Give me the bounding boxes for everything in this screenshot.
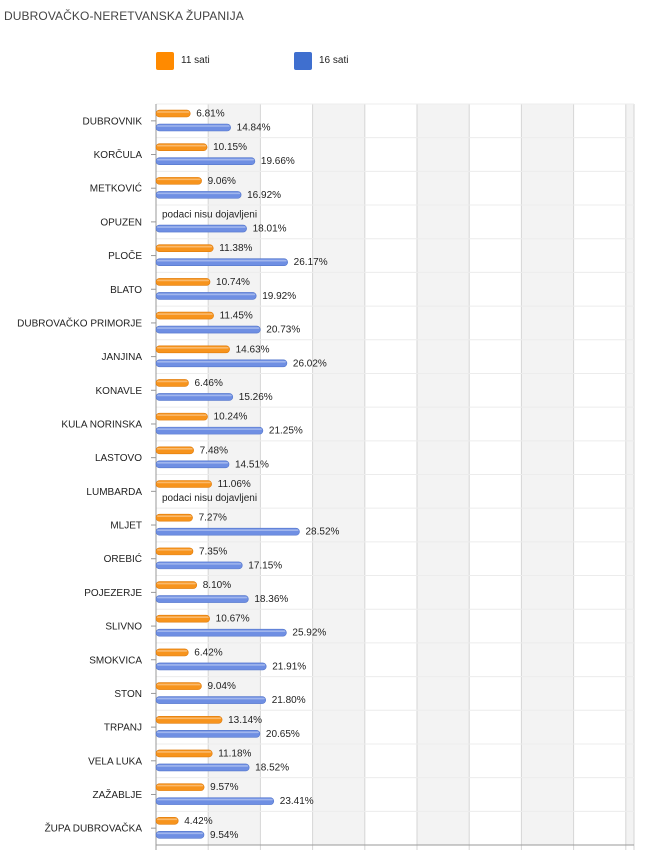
category-label: METKOVIĆ [89, 183, 142, 195]
category-label: JANJINA [101, 352, 142, 364]
bar-11-sati [156, 649, 188, 656]
category-label: OREBIĆ [103, 554, 142, 566]
bar-highlight [157, 583, 196, 585]
category-label: ŽUPA DUBROVAČKA [44, 823, 142, 835]
bar-11-sati [156, 750, 212, 757]
bar-16-sati [156, 528, 300, 535]
bar-highlight [157, 785, 203, 787]
legend-label: 11 sati [181, 55, 210, 66]
data-label-16-sati: 18.52% [255, 762, 290, 774]
bar-16-sati [156, 292, 256, 299]
data-label-11-sati: 10.67% [215, 613, 250, 625]
data-label-16-sati: 18.36% [254, 594, 289, 606]
bar-16-sati [156, 596, 248, 603]
bar-highlight [157, 650, 187, 652]
data-label-11-sati: 8.10% [202, 580, 232, 592]
data-label-11-sati: 9.57% [210, 782, 239, 794]
bar-highlight [157, 529, 299, 531]
bar-16-sati [156, 225, 247, 232]
bar-16-sati [156, 730, 260, 737]
data-label-11-sati: podaci nisu dojavljeni [162, 209, 258, 221]
data-label-16-sati: 25.92% [292, 627, 327, 639]
bar-highlight [157, 482, 211, 484]
bar-highlight [157, 833, 203, 835]
bar-16-sati [156, 798, 274, 805]
bar-highlight [157, 193, 240, 195]
bar-highlight [157, 616, 209, 618]
category-label: POJEZERJE [84, 587, 142, 599]
bar-highlight [157, 179, 201, 181]
bar-highlight [157, 799, 273, 801]
bar-11-sati [156, 144, 207, 151]
bar-11-sati [156, 548, 193, 555]
bar-highlight [157, 428, 262, 430]
category-label: LASTOVO [94, 453, 142, 465]
data-label-11-sati: 6.81% [196, 108, 225, 120]
bar-highlight [157, 347, 229, 349]
data-label-11-sati: 11.18% [218, 748, 252, 760]
data-label-11-sati: 4.42% [184, 815, 213, 827]
bar-highlight [157, 549, 192, 551]
category-label: DUBROVNIK [82, 116, 142, 128]
bar-highlight [157, 698, 265, 700]
bar-highlight [157, 414, 207, 416]
data-label-11-sati: 9.04% [207, 681, 236, 693]
data-label-11-sati: 13.14% [228, 714, 263, 726]
bar-highlight [157, 751, 211, 753]
bar-highlight [157, 630, 285, 632]
bar-highlight [157, 327, 259, 329]
bar-11-sati [156, 447, 194, 454]
bar-11-sati [156, 514, 193, 521]
data-label-11-sati: 10.74% [216, 276, 250, 288]
category-label: STON [114, 688, 142, 700]
bar-11-sati [156, 615, 210, 622]
bar-highlight [157, 717, 221, 719]
bar-highlight [157, 395, 232, 397]
bar-highlight [157, 664, 265, 666]
data-label-16-sati: 23.41% [279, 796, 314, 808]
data-label-16-sati: 21.91% [272, 661, 307, 673]
category-label: PLOČE [108, 251, 142, 263]
data-label-16-sati: 17.15% [248, 560, 283, 572]
bar-11-sati [156, 312, 214, 319]
data-label-16-sati: 26.02% [292, 358, 327, 370]
bar-11-sati [156, 177, 202, 184]
bar-11-sati [156, 413, 208, 420]
bar-16-sati [156, 360, 287, 367]
bar-highlight [157, 294, 255, 296]
bar-16-sati [156, 124, 231, 131]
category-label: DUBROVAČKO PRIMORJE [17, 318, 142, 330]
bar-11-sati [156, 817, 178, 824]
bar-highlight [157, 684, 200, 686]
category-label: SMOKVICA [89, 655, 142, 667]
bar-highlight [157, 381, 188, 383]
bar-16-sati [156, 191, 241, 198]
data-label-11-sati: 9.06% [207, 175, 236, 187]
data-label-16-sati: 14.84% [236, 122, 271, 134]
chart-title: DUBROVAČKO-NERETVANSKA ŽUPANIJA [4, 9, 244, 23]
data-label-11-sati: 7.27% [198, 512, 227, 524]
bar-16-sati [156, 427, 263, 434]
data-label-11-sati: 10.15% [213, 142, 247, 154]
data-label-16-sati: 19.66% [260, 156, 295, 168]
category-label: ZAŽABLJE [92, 789, 142, 801]
bar-11-sati [156, 110, 190, 117]
bar-16-sati [156, 629, 286, 636]
bar-11-sati [156, 346, 230, 353]
bar-16-sati [156, 461, 229, 468]
bar-16-sati [156, 562, 242, 569]
data-label-16-sati: 9.54% [210, 829, 239, 841]
category-label: SLIVNO [105, 621, 142, 633]
bar-16-sati [156, 393, 233, 400]
bar-11-sati [156, 683, 201, 690]
bar-highlight [157, 313, 213, 315]
data-label-16-sati: 28.52% [305, 526, 340, 538]
data-label-11-sati: 6.42% [194, 647, 223, 659]
bar-highlight [157, 515, 192, 517]
legend-label: 16 sati [319, 55, 349, 66]
bar-11-sati [156, 582, 197, 589]
data-label-11-sati: 11.06% [217, 479, 251, 490]
category-label: LUMBARDA [86, 486, 142, 498]
bar-highlight [157, 260, 287, 262]
data-label-16-sati: 26.17% [293, 257, 328, 269]
data-label-11-sati: 7.48% [199, 445, 228, 457]
bar-highlight [157, 597, 247, 599]
data-label-16-sati: 18.01% [252, 223, 287, 235]
category-label: OPUZEN [100, 217, 142, 229]
bar-11-sati [156, 245, 213, 252]
bar-highlight [157, 448, 193, 450]
bar-highlight [157, 111, 189, 113]
data-label-16-sati: 14.51% [235, 459, 269, 471]
category-label: TRPANJ [103, 722, 142, 734]
data-label-11-sati: 14.63% [235, 344, 270, 356]
data-label-16-sati: 16.92% [247, 189, 282, 201]
bar-16-sati [156, 326, 260, 333]
category-label: MLJET [110, 520, 142, 532]
category-label: VELA LUKA [88, 756, 142, 768]
data-label-11-sati: 10.24% [213, 411, 248, 423]
bar-highlight [157, 361, 286, 363]
bar-11-sati [156, 716, 222, 723]
data-label-16-sati: 20.65% [265, 728, 300, 740]
bar-16-sati [156, 831, 204, 838]
category-label: KORČULA [93, 150, 142, 162]
bar-highlight [157, 280, 209, 282]
data-label-16-sati: podaci nisu dojavljeni [162, 493, 258, 504]
category-label: BLATO [110, 284, 142, 296]
bar-16-sati [156, 158, 255, 165]
bar-16-sati [156, 259, 288, 266]
data-label-11-sati: 11.45% [219, 310, 253, 322]
bar-highlight [157, 731, 259, 733]
data-label-16-sati: 21.25% [268, 425, 303, 437]
bar-highlight [157, 159, 254, 161]
bar-11-sati [156, 379, 189, 386]
bar-highlight [157, 145, 206, 147]
data-label-11-sati: 6.46% [194, 377, 223, 389]
bar-highlight [157, 246, 212, 248]
data-label-16-sati: 20.73% [266, 324, 301, 336]
bar-11-sati [156, 481, 212, 488]
category-label: KULA NORINSKA [61, 419, 142, 431]
bar-highlight [157, 563, 241, 565]
data-label-11-sati: 11.38% [219, 243, 253, 255]
bar-highlight [157, 226, 246, 228]
bar-16-sati [156, 663, 266, 670]
bar-highlight [157, 765, 248, 767]
bar-16-sati [156, 764, 249, 771]
data-label-16-sati: 15.26% [238, 391, 273, 403]
bar-11-sati [156, 784, 204, 791]
bar-highlight [157, 819, 177, 821]
bar-11-sati [156, 278, 210, 285]
data-label-11-sati: 7.35% [198, 546, 228, 558]
data-label-16-sati: 19.92% [262, 290, 297, 302]
bar-16-sati [156, 697, 266, 704]
bar-highlight [157, 125, 230, 127]
data-label-16-sati: 21.80% [271, 695, 306, 707]
bar-highlight [157, 462, 228, 464]
category-label: KONAVLE [95, 385, 142, 397]
